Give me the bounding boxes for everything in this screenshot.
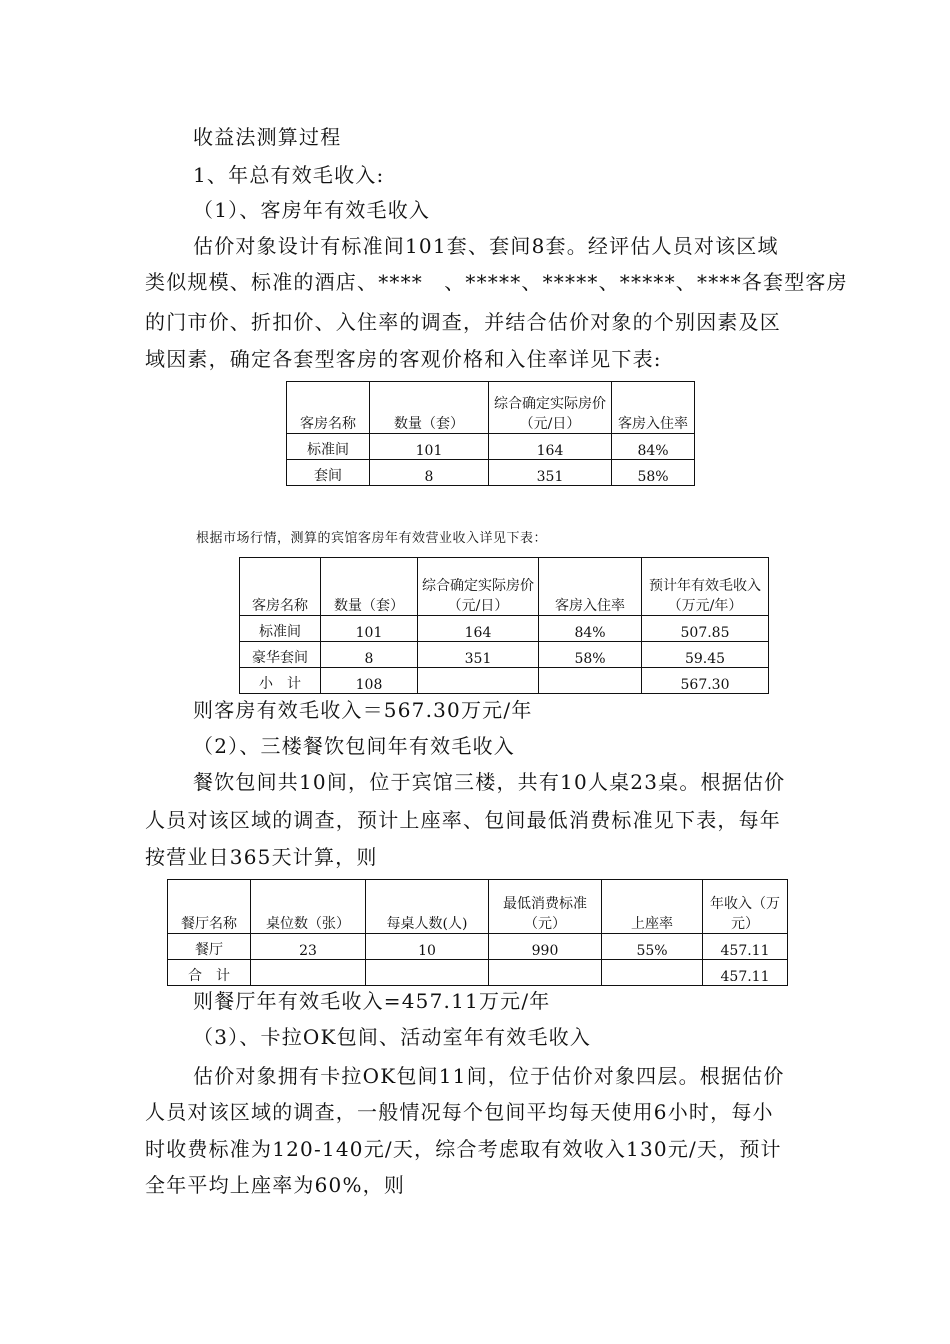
table-cell: 457.11 [703,960,788,986]
table-cell: 164 [418,616,539,642]
table-cell: 标准间 [287,434,370,460]
table-cell: 10 [366,934,489,960]
table-cell: 小 计 [240,668,321,694]
paragraph-1-line-4: 域因素，确定各套型客房的客观价格和入住率详见下表: [145,347,662,371]
table-header: 客房名称 [240,558,321,616]
paragraph-3-line-1: 估价对象拥有卡拉OK包间11间，位于估价对象四层。根据估价 [193,1064,785,1088]
section-1-1-heading: （1）、客房年有效毛收入 [193,198,431,222]
table-cell [251,960,366,986]
table-header: 桌位数（张） [251,880,366,934]
table-cell [539,668,642,694]
table-row [240,616,769,642]
table-header: 餐厅名称 [168,880,251,934]
paragraph-1-line-1: 估价对象设计有标准间101套、套间8套。经评估人员对该区域 [193,234,779,258]
table-cell: 55% [602,934,703,960]
table-header: 客房入住率 [612,382,695,434]
table-cell: 567.30 [642,668,769,694]
table-header: 综合确定实际房价（元/日） [489,382,612,434]
table-header: 客房名称 [287,382,370,434]
table-cell [418,668,539,694]
table-cell: 101 [370,434,489,460]
table-header: 客房入住率 [539,558,642,616]
table-cell: 84% [612,434,695,460]
table-header: 数量（套） [321,558,418,616]
table-row [240,642,769,668]
table-header: 预计年有效毛收入（万元/年） [642,558,769,616]
table-cell: 8 [370,460,489,486]
table-cell: 合 计 [168,960,251,986]
table-cell: 351 [418,642,539,668]
table-cell: 58% [612,460,695,486]
section-1-3-heading: （3）、卡拉OK包间、活动室年有效毛收入 [193,1025,592,1049]
table-cell [602,960,703,986]
room-revenue-table [239,557,769,694]
table-row [240,668,769,694]
paragraph-3-line-3: 时收费标准为120-140元/天，综合考虑取有效收入130元/天，预计 [145,1137,782,1161]
paragraph-2-line-2: 人员对该区域的调查，预计上座率、包间最低消费标准见下表，每年 [145,808,781,832]
table-cell: 23 [251,934,366,960]
paragraph-3-line-2: 人员对该区域的调查，一般情况每个包间平均每天使用6小时，每小 [145,1100,774,1124]
table-cell: 标准间 [240,616,321,642]
table-cell: 457.11 [703,934,788,960]
table-cell: 351 [489,460,612,486]
table-header: 每桌人数(人) [366,880,489,934]
paragraph-1-line-2: 类似规模、标准的酒店、**** 、*****、*****、*****、****各套型客房 [145,270,848,294]
table-cell: 164 [489,434,612,460]
table-header: 上座率 [602,880,703,934]
note-text: 根据市场行情，测算的宾馆客房年有效营业收入详见下表： [196,531,548,546]
paragraph-1-line-3: 的门市价、折扣价、入住率的调查，并结合估价对象的个别因素及区 [145,310,781,334]
table-cell: 豪华套间 [240,642,321,668]
table-header: 综合确定实际房价（元/日） [418,558,539,616]
table-cell: 108 [321,668,418,694]
section-1-2-heading: （2）、三楼餐饮包间年有效毛收入 [193,734,515,758]
table-cell: 58% [539,642,642,668]
table-header: 最低消费标准（元） [489,880,602,934]
table-cell: 餐厅 [168,934,251,960]
table-cell [489,960,602,986]
room-result: 则客房有效毛收入＝567.30万元/年 [193,698,533,722]
table-cell: 84% [539,616,642,642]
restaurant-table [167,879,788,986]
table-row [287,460,695,486]
table-cell: 507.85 [642,616,769,642]
table-header: 年收入（万元） [703,880,788,934]
table-cell: 套间 [287,460,370,486]
page-title: 收益法测算过程 [193,125,342,149]
section-1-heading: 1、年总有效毛收入: [193,163,385,187]
paragraph-3-line-4: 全年平均上座率为60%，则 [145,1173,406,1197]
table-row [168,934,788,960]
table-header: 数量（套） [370,382,489,434]
table-cell: 8 [321,642,418,668]
table-cell: 101 [321,616,418,642]
table-cell [366,960,489,986]
table-cell: 59.45 [642,642,769,668]
table-row [287,434,695,460]
room-price-table [286,381,695,486]
table-cell: 990 [489,934,602,960]
restaurant-result: 则餐厅年有效毛收入=457.11万元/年 [193,989,551,1013]
table-row [168,960,788,986]
paragraph-2-line-1: 餐饮包间共10间，位于宾馆三楼，共有10人桌23桌。根据估价 [193,770,786,794]
paragraph-2-line-3: 按营业日365天计算，则 [145,845,378,869]
